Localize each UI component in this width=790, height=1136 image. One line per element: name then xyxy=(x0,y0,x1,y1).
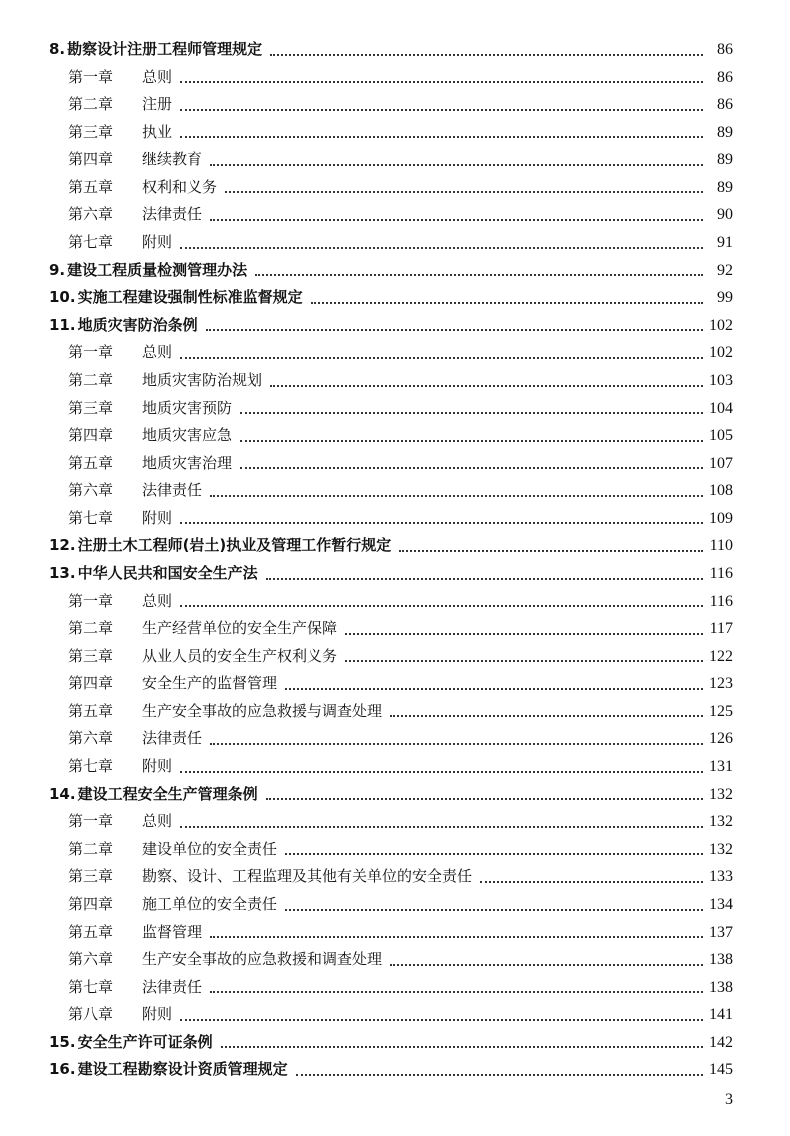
toc-chapter-label: 第六章 xyxy=(68,729,114,748)
toc-chapter-label: 第一章 xyxy=(68,591,114,610)
toc-chapter-label: 第六章 xyxy=(68,481,114,500)
toc-entry-title: 勘察、设计、工程监理及其他有关单位的安全责任 xyxy=(142,867,473,886)
toc-chapter-entry xyxy=(49,974,733,1002)
dot-leader xyxy=(180,826,703,828)
toc-chapter-label: 第五章 xyxy=(68,922,114,941)
toc-chapter-label: 第七章 xyxy=(68,233,114,252)
dot-leader xyxy=(180,1019,703,1021)
toc-chapter-entry xyxy=(49,725,733,753)
dot-leader xyxy=(266,798,703,800)
toc-entry-title: 附则 xyxy=(142,1005,173,1024)
toc-page-number: 109 xyxy=(709,509,733,527)
toc-page-number: 107 xyxy=(709,454,733,472)
toc-chapter-entry xyxy=(49,119,733,147)
toc-chapter-label: 第一章 xyxy=(68,67,114,86)
toc-chapter-label: 第二章 xyxy=(68,95,114,114)
toc-entry-title: 勘察设计注册工程师管理规定 xyxy=(67,40,263,58)
toc-chapter-entry xyxy=(49,891,733,919)
toc-page-number: 91 xyxy=(717,234,733,252)
toc-chapter-label: 第四章 xyxy=(68,150,114,169)
toc-chapter-entry xyxy=(49,643,733,671)
dot-leader xyxy=(210,936,703,938)
toc-chapter-label: 第四章 xyxy=(68,674,114,693)
toc-chapter-entry xyxy=(49,201,733,229)
toc-section-entry xyxy=(49,36,733,64)
dot-leader xyxy=(285,909,703,911)
toc-entry-title: 从业人员的安全生产权利义务 xyxy=(142,646,338,665)
toc-page-number: 89 xyxy=(717,151,733,169)
toc-chapter-entry xyxy=(49,1001,733,1029)
toc-chapter-label: 第四章 xyxy=(68,894,114,913)
toc-section-number: 10. xyxy=(49,288,76,307)
toc-page-number: 116 xyxy=(709,564,733,582)
toc-section-number: 11. xyxy=(49,315,76,334)
toc-page-number: 86 xyxy=(717,41,733,58)
toc-chapter-label: 第三章 xyxy=(68,122,114,141)
toc-chapter-label: 第八章 xyxy=(68,1005,114,1024)
toc-page-number: 132 xyxy=(709,785,733,803)
dot-leader xyxy=(270,54,703,56)
toc-entry-title: 注册土木工程师(岩土)执业及管理工作暂行规定 xyxy=(77,536,392,555)
toc-entry-title: 附则 xyxy=(142,233,173,252)
toc-section-number: 13. xyxy=(49,563,76,582)
toc-chapter-label: 第三章 xyxy=(68,646,114,665)
toc-chapter-label: 第五章 xyxy=(68,701,114,720)
toc-entry-title: 地质灾害预防 xyxy=(142,398,233,417)
toc-entry-title: 执业 xyxy=(142,122,173,141)
toc-chapter-entry xyxy=(49,450,733,478)
toc-page-number: 132 xyxy=(709,840,733,858)
toc-page-number: 108 xyxy=(709,482,733,500)
toc-entry-title: 地质灾害应急 xyxy=(142,426,233,445)
toc-entry-title: 建设工程安全生产管理条例 xyxy=(77,784,258,803)
page-number: 3 xyxy=(725,1091,733,1108)
toc-entry-title: 生产经营单位的安全生产保障 xyxy=(142,619,338,638)
toc-page-number: 90 xyxy=(717,206,733,224)
toc-chapter-entry xyxy=(49,670,733,698)
dot-leader xyxy=(225,191,703,193)
toc-page-number: 142 xyxy=(709,1033,733,1051)
toc-entry-title: 权利和义务 xyxy=(142,177,218,196)
toc-page-number: 105 xyxy=(709,427,733,445)
toc-page-number: 89 xyxy=(717,178,733,196)
toc-entry-title: 法律责任 xyxy=(142,205,203,224)
toc-entry-title: 建设工程勘察设计资质管理规定 xyxy=(77,1060,288,1079)
toc-page-number: 134 xyxy=(709,895,733,913)
toc-chapter-entry xyxy=(49,863,733,891)
toc-page-number: 110 xyxy=(709,537,733,555)
toc-entry-title: 注册 xyxy=(142,95,173,114)
toc-section-entry xyxy=(49,1029,733,1057)
toc-section-number: 14. xyxy=(49,784,76,803)
toc-entry-title: 总则 xyxy=(142,343,173,362)
toc-page-number: 99 xyxy=(717,289,733,307)
toc-chapter-entry xyxy=(49,64,733,92)
dot-leader xyxy=(266,578,703,580)
toc-section-entry xyxy=(49,312,733,340)
dot-leader xyxy=(285,853,703,855)
toc-entry-title: 地质灾害防治规划 xyxy=(142,370,263,389)
toc-section-entry xyxy=(49,781,733,809)
toc-chapter-label: 第二章 xyxy=(68,619,114,638)
toc-chapter-entry xyxy=(49,229,733,257)
dot-leader xyxy=(311,302,703,304)
toc-chapter-label: 第六章 xyxy=(68,950,114,969)
toc-page-number: 126 xyxy=(709,730,733,748)
toc-chapter-label: 第七章 xyxy=(68,508,114,527)
toc-entry-title: 施工单位的安全责任 xyxy=(142,894,278,913)
toc-page-number: 122 xyxy=(709,647,733,665)
toc-section-entry xyxy=(49,257,733,285)
toc-chapter-entry xyxy=(49,146,733,174)
toc-entry-title: 附则 xyxy=(142,508,173,527)
toc-chapter-label: 第二章 xyxy=(68,370,114,389)
toc-chapter-label: 第四章 xyxy=(68,426,114,445)
toc-section-entry xyxy=(49,1056,733,1084)
toc-page-number: 138 xyxy=(709,951,733,969)
toc-page-number: 141 xyxy=(709,1006,733,1024)
toc-page-number: 117 xyxy=(709,620,733,638)
toc-page-number: 138 xyxy=(709,978,733,996)
toc-chapter-label: 第二章 xyxy=(68,839,114,858)
dot-leader xyxy=(480,881,703,883)
toc-page-number: 116 xyxy=(709,592,733,610)
dot-leader xyxy=(210,495,703,497)
toc-page-number: 102 xyxy=(709,344,733,362)
toc-entry-title: 实施工程建设强制性标准监督规定 xyxy=(77,288,303,307)
toc-page-number: 131 xyxy=(709,758,733,776)
toc-entry-title: 继续教育 xyxy=(142,150,203,169)
toc-section-entry xyxy=(49,532,733,560)
dot-leader xyxy=(180,81,703,83)
toc-page-number: 86 xyxy=(717,68,733,86)
toc-entry-title: 监督管理 xyxy=(142,922,203,941)
dot-leader xyxy=(390,964,703,966)
dot-leader xyxy=(240,412,703,414)
toc-chapter-label: 第三章 xyxy=(68,867,114,886)
toc-chapter-label: 第七章 xyxy=(68,977,114,996)
toc-chapter-entry xyxy=(49,615,733,643)
toc-chapter-entry xyxy=(49,698,733,726)
toc-page-number: 92 xyxy=(717,261,733,279)
toc-chapter-entry xyxy=(49,367,733,395)
toc-chapter-entry xyxy=(49,422,733,450)
dot-leader xyxy=(390,715,703,717)
toc-page-number: 133 xyxy=(709,868,733,886)
toc-section-entry xyxy=(49,560,733,588)
dot-leader xyxy=(345,633,703,635)
toc-section-number: 16. xyxy=(49,1060,76,1079)
toc-page-number: 103 xyxy=(709,371,733,389)
toc-entry-title: 总则 xyxy=(142,812,173,831)
toc-chapter-label: 第三章 xyxy=(68,398,114,417)
toc-chapter-entry xyxy=(49,174,733,202)
dot-leader xyxy=(345,660,703,662)
dot-leader xyxy=(210,743,703,745)
dot-leader xyxy=(180,136,703,138)
toc-section-number: 9. xyxy=(49,260,66,279)
dot-leader xyxy=(210,991,703,993)
toc-chapter-label: 第五章 xyxy=(68,453,114,472)
toc-entry-title: 附则 xyxy=(142,757,173,776)
toc-chapter-entry xyxy=(49,588,733,616)
toc-page-number: 132 xyxy=(709,813,733,831)
toc-entry-title: 安全生产的监督管理 xyxy=(142,674,278,693)
dot-leader xyxy=(270,385,703,387)
toc-chapter-label: 第一章 xyxy=(68,343,114,362)
toc-entry-title: 地质灾害治理 xyxy=(142,453,233,472)
toc-section-number: 8. xyxy=(49,40,66,58)
toc-page-number: 104 xyxy=(709,399,733,417)
toc-entry-title: 总则 xyxy=(142,591,173,610)
toc-entry-title: 中华人民共和国安全生产法 xyxy=(77,563,258,582)
dot-leader xyxy=(180,522,703,524)
toc-chapter-entry xyxy=(49,946,733,974)
toc-page-number: 86 xyxy=(717,96,733,114)
toc-section-entry xyxy=(49,284,733,312)
dot-leader xyxy=(255,274,703,276)
dot-leader xyxy=(180,247,703,249)
dot-leader xyxy=(180,357,703,359)
dot-leader xyxy=(296,1074,703,1076)
toc-chapter-entry xyxy=(49,919,733,947)
toc-chapter-entry xyxy=(49,808,733,836)
toc-entry-title: 法律责任 xyxy=(142,481,203,500)
toc-chapter-label: 第一章 xyxy=(68,812,114,831)
toc-chapter-label: 第六章 xyxy=(68,205,114,224)
dot-leader xyxy=(180,109,703,111)
toc-section-number: 12. xyxy=(49,536,76,555)
toc-chapter-label: 第七章 xyxy=(68,757,114,776)
toc-entry-title: 法律责任 xyxy=(142,977,203,996)
dot-leader xyxy=(180,605,703,607)
toc-entry-title: 生产安全事故的应急救援与调查处理 xyxy=(142,701,383,720)
dot-leader xyxy=(180,771,703,773)
toc-page-number: 102 xyxy=(709,316,733,334)
toc-entry-title: 生产安全事故的应急救援和调查处理 xyxy=(142,950,383,969)
toc-entry-title: 总则 xyxy=(142,67,173,86)
toc-section-number: 15. xyxy=(49,1032,76,1051)
toc-page-number: 125 xyxy=(709,702,733,720)
toc-page-number: 145 xyxy=(709,1061,733,1079)
toc-chapter-entry xyxy=(49,395,733,423)
toc-entry-title: 建设单位的安全责任 xyxy=(142,839,278,858)
toc-page-number: 89 xyxy=(717,123,733,141)
toc-chapter-entry xyxy=(49,505,733,533)
toc-chapter-entry xyxy=(49,91,733,119)
toc-chapter-entry xyxy=(49,836,733,864)
toc-chapter-entry xyxy=(49,339,733,367)
toc-chapter-entry xyxy=(49,753,733,781)
dot-leader xyxy=(221,1046,703,1048)
table-of-contents xyxy=(49,36,733,1084)
toc-entry-title: 建设工程质量检测管理办法 xyxy=(67,260,248,279)
toc-page-number: 137 xyxy=(709,923,733,941)
dot-leader xyxy=(399,550,703,552)
toc-entry-title: 地质灾害防治条例 xyxy=(77,315,198,334)
dot-leader xyxy=(240,467,703,469)
dot-leader xyxy=(240,440,703,442)
toc-page-number: 123 xyxy=(709,675,733,693)
dot-leader xyxy=(210,219,703,221)
dot-leader xyxy=(285,688,703,690)
toc-entry-title: 法律责任 xyxy=(142,729,203,748)
toc-chapter-label: 第五章 xyxy=(68,177,114,196)
toc-chapter-entry xyxy=(49,477,733,505)
toc-entry-title: 安全生产许可证条例 xyxy=(77,1032,213,1051)
dot-leader xyxy=(210,164,703,166)
dot-leader xyxy=(206,329,703,331)
